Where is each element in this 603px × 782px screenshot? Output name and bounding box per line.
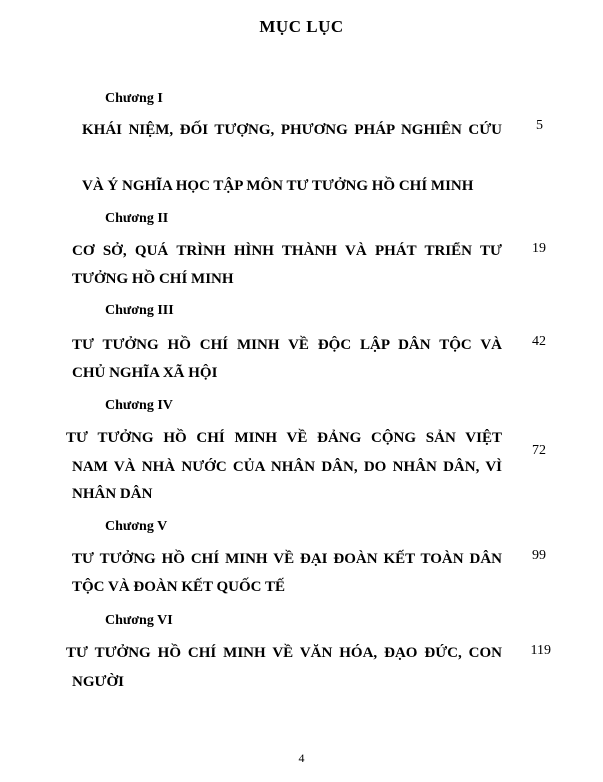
- chapter-5-label: Chương V: [105, 519, 168, 534]
- chapter-6-page-number: 119: [530, 643, 551, 658]
- chapter-1-title-line-2: VÀ Ý NGHĨA HỌC TẬP MÔN TƯ TƯỞNG HỒ CHÍ MINH: [82, 178, 474, 194]
- chapter-6-label: Chương VI: [105, 613, 173, 628]
- chapter-4-title-line-3: NHÂN DÂN: [72, 486, 153, 502]
- chapter-2-title-line-2: TƯỞNG HỒ CHÍ MINH: [72, 271, 234, 287]
- chapter-3-title-line-2: CHỦ NGHĨA XÃ HỘI: [72, 365, 218, 381]
- chapter-4-page-number: 72: [532, 443, 546, 458]
- chapter-5-title-line-2: TỘC VÀ ĐOÀN KẾT QUỐC TẾ: [72, 579, 285, 595]
- chapter-1-title-line-1: KHÁI NIỆM, ĐỐI TƯỢNG, PHƯƠNG PHÁP NGHIÊN CỨU: [82, 122, 502, 138]
- chapter-1-page-number: 5: [536, 118, 543, 133]
- chapter-1-label: Chương I: [105, 91, 163, 106]
- chapter-5-title-line-1: TƯ TƯỞNG HỒ CHÍ MINH VỀ ĐẠI ĐOÀN KẾT TOÀN DÂN: [72, 551, 502, 567]
- chapter-2-label: Chương II: [105, 211, 169, 226]
- chapter-6-title-line-2: NGƯỜI: [72, 674, 124, 690]
- footer-page-number: 4: [298, 751, 305, 765]
- page-title: MỤC LỤC: [259, 17, 344, 36]
- chapter-2-title-line-1: CƠ SỞ, QUÁ TRÌNH HÌNH THÀNH VÀ PHÁT TRIỂN TƯ: [72, 243, 502, 259]
- chapter-3-label: Chương III: [105, 303, 174, 318]
- chapter-6-title-line-1: TƯ TƯỞNG HỒ CHÍ MINH VỀ VĂN HÓA, ĐẠO ĐỨC, CON: [66, 645, 502, 661]
- chapter-3-title-line-1: TƯ TƯỞNG HỒ CHÍ MINH VỀ ĐỘC LẬP DÂN TỘC VÀ: [72, 337, 502, 353]
- chapter-2-page-number: 19: [532, 241, 546, 256]
- chapter-4-title-line-1: TƯ TƯỞNG HỒ CHÍ MINH VỀ ĐẢNG CỘNG SẢN VIỆT: [66, 430, 502, 446]
- chapter-5-page-number: 99: [532, 548, 546, 563]
- chapter-4-label: Chương IV: [105, 398, 173, 413]
- chapter-4-title-line-2: NAM VÀ NHÀ NƯỚC CỦA NHÂN DÂN, DO NHÂN DÂN, VÌ: [72, 459, 502, 475]
- chapter-3-page-number: 42: [532, 334, 546, 349]
